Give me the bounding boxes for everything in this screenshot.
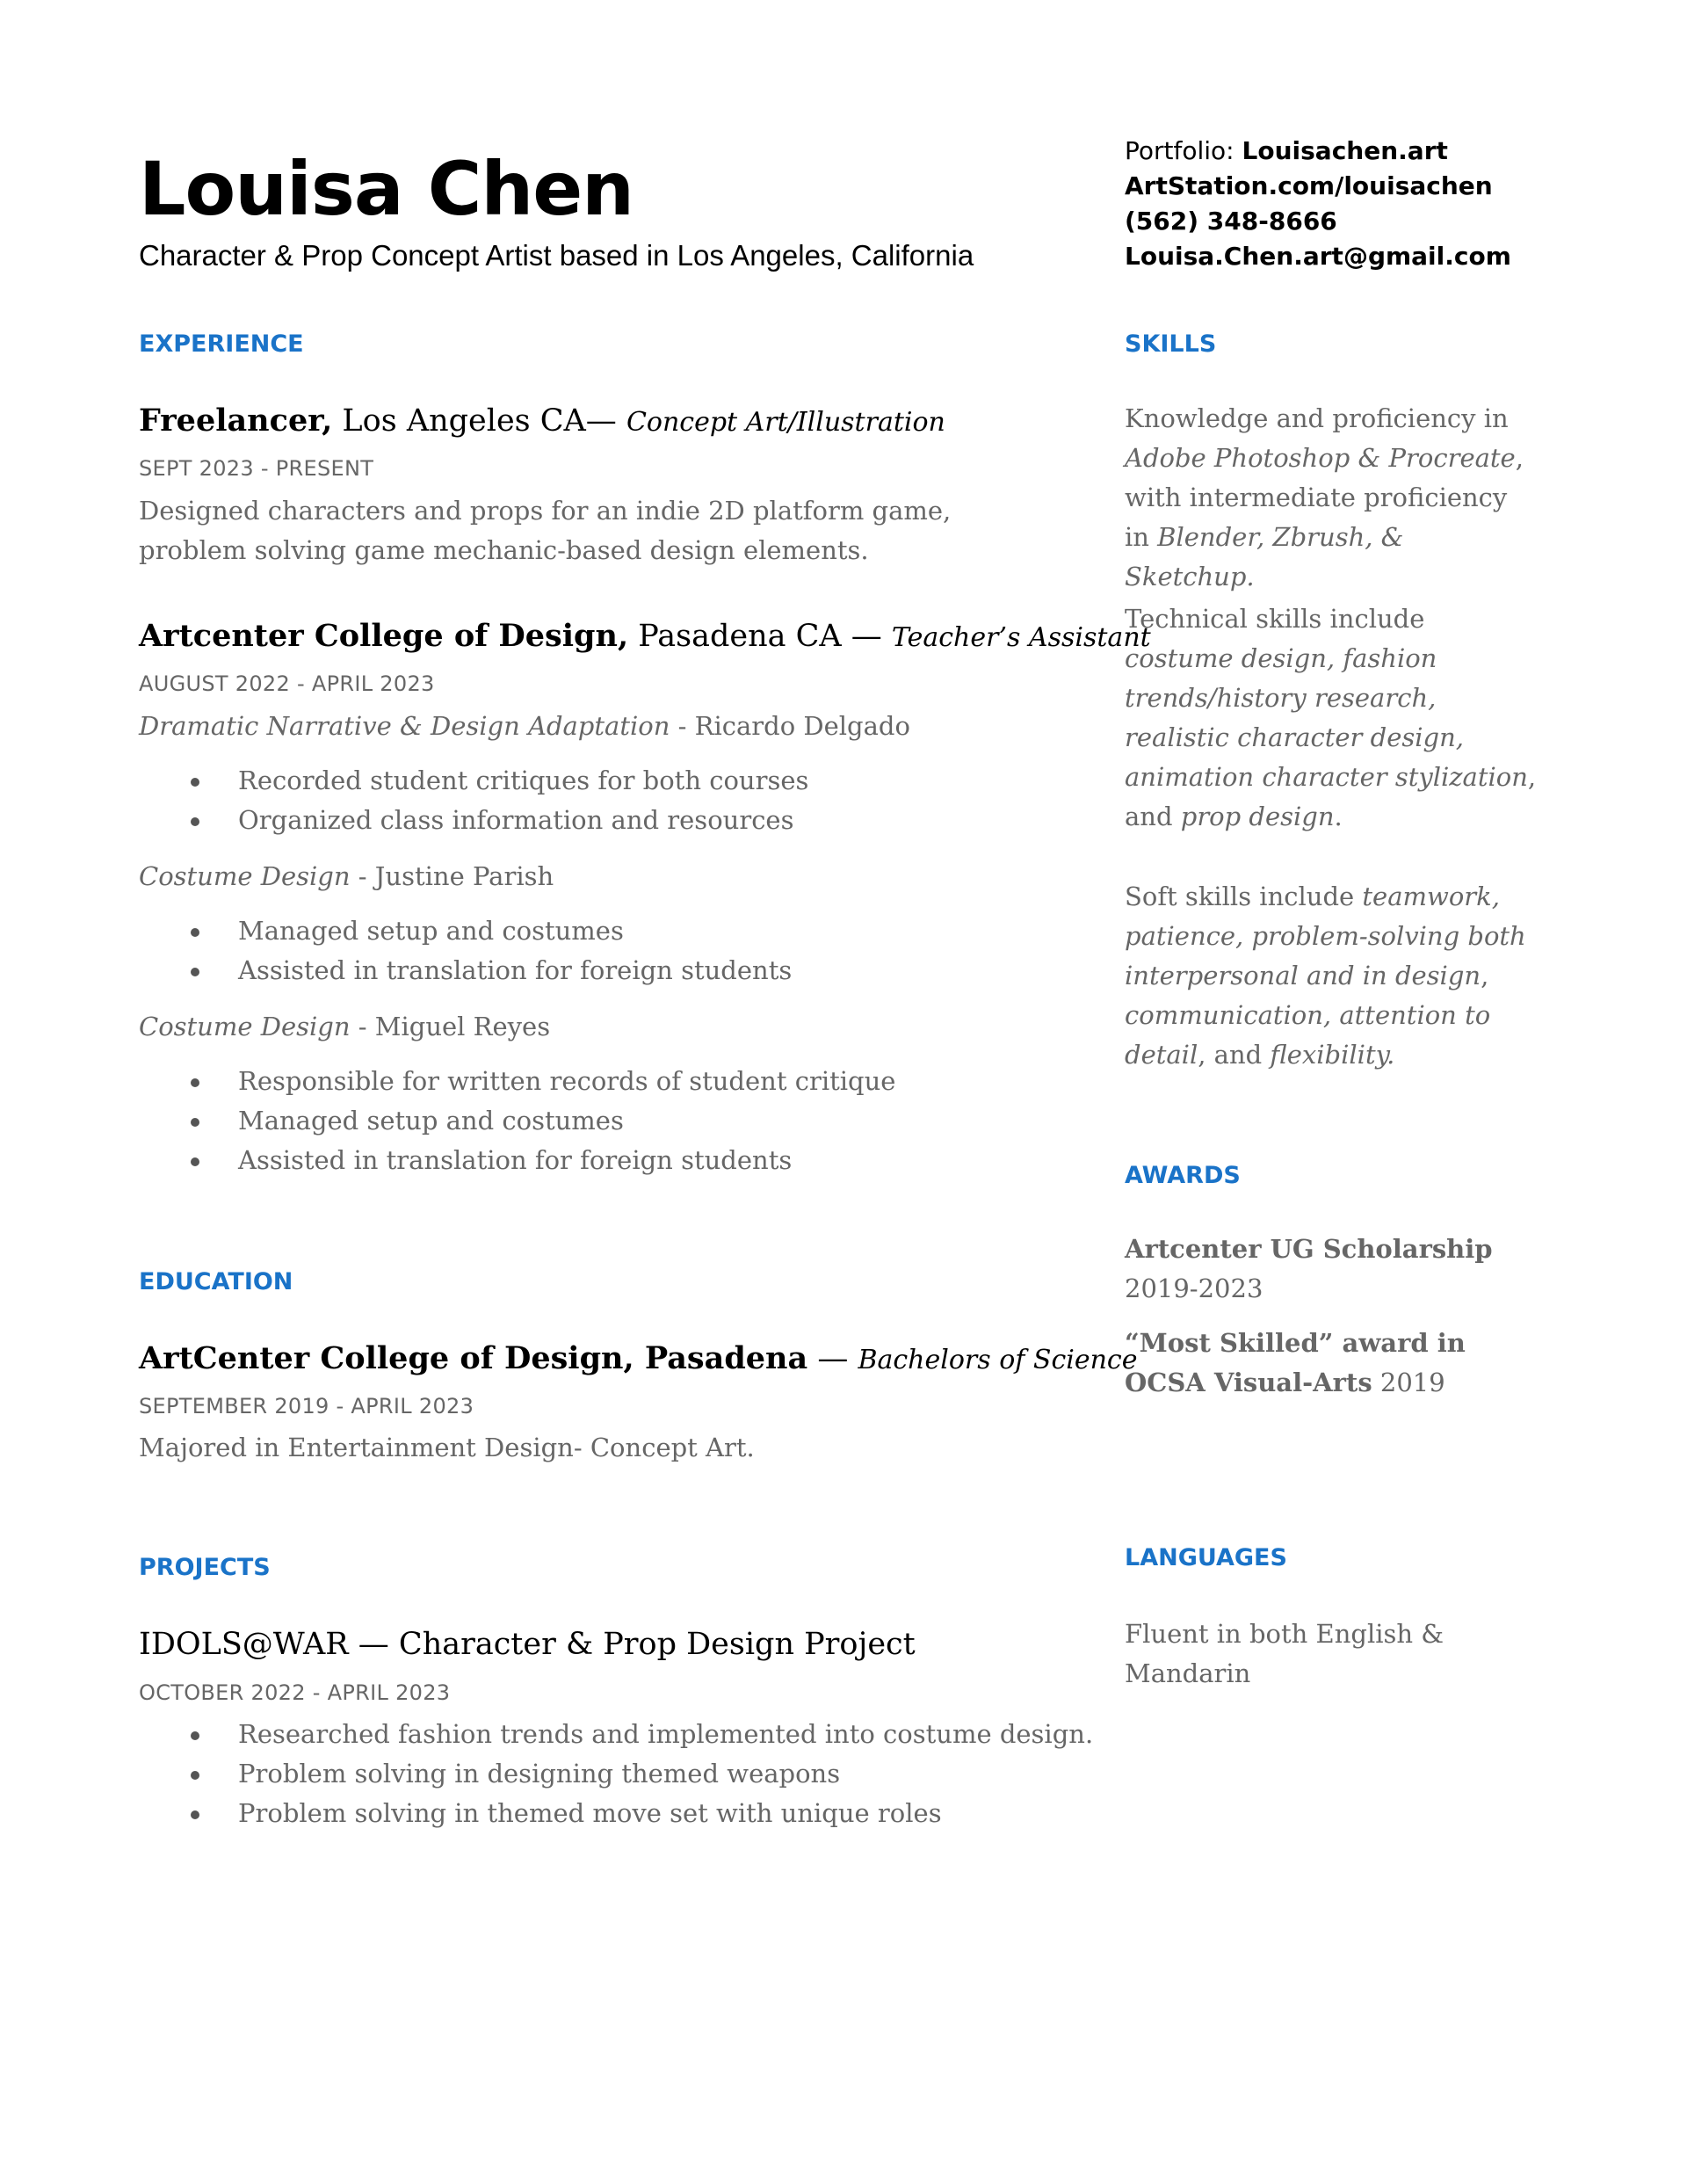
job-role: Teacher’s Assistant [891,622,1151,653]
list-item [139,1141,895,1180]
skills-heading: SKILLS [1125,330,1217,358]
job-org: Freelancer, [139,403,333,439]
award-years: 2019-2023 [1125,1273,1263,1303]
list-item [139,1754,1093,1794]
project-bullets [139,1715,1093,1833]
job-org: Artcenter College of Design, [139,618,629,654]
list-item-text: Assisted in translation for foreign students [238,1145,793,1175]
course-name: Dramatic Narrative & Design Adaptation [139,711,670,741]
skills-emphasis: prop design [1180,802,1335,831]
course-instructor: - Miguel Reyes [350,1012,551,1041]
job-title-artcenter [139,616,1151,658]
bullet-icon [191,1731,199,1740]
skills-text: , [1481,961,1489,990]
job-dates: AUGUST 2022 - APRIL 2023 [139,671,435,696]
languages-heading: LANGUAGES [1125,1544,1287,1571]
list-item [139,1715,1093,1754]
skills-emphasis: costume design, fashion trends/history research, realistic character design, animation character stylization [1125,643,1528,792]
list-item-text: Assisted in translation for foreign students [238,955,793,985]
project-subtitle: — Character & Prop Design Project [348,1627,916,1662]
portfolio-line [1125,134,1511,169]
project-title: IDOLS@WAR [139,1627,349,1662]
job-location: Pasadena CA — [628,619,892,654]
skills-text: , and [1125,762,1537,831]
bullet-icon [191,1078,199,1087]
list-item-text: Recorded student critiques for both courses [238,765,809,795]
degree-name: Bachelors of Science [858,1345,1138,1375]
course-instructor: - Ricardo Delgado [670,711,910,741]
skills-emphasis: Blender, Zbrush, & Sketchup. [1125,522,1404,591]
course-line [139,1007,550,1046]
course-bullets [139,911,792,990]
portfolio-link[interactable]: Louisachen.art [1242,136,1448,165]
list-item-text: Problem solving in themed move set with unique roles [238,1798,942,1828]
skills-emphasis: teamwork, patience, problem-solving both interpersonal and in design [1125,882,1526,990]
list-item [139,1062,895,1101]
artstation-link[interactable]: ArtStation.com/louisachen [1125,171,1493,200]
award-title: “Most Skilled” award in OCSA Visual-Arts [1125,1328,1466,1397]
skills-text: Soft skills include [1125,882,1363,911]
course-bullets [139,761,808,840]
list-item [139,801,808,840]
project-title-line [139,1624,916,1665]
education-heading: EDUCATION [139,1268,293,1295]
school-name: ArtCenter College of Design, Pasadena [139,1340,808,1376]
projects-heading: PROJECTS [139,1554,271,1581]
course-bullets [139,1062,895,1180]
list-item-text: Responsible for written records of student critique [238,1066,896,1096]
resume-name: Louisa Chen [139,146,634,232]
bullet-icon [191,928,199,937]
award-year: 2019 [1372,1368,1445,1397]
list-item-text: Organized class information and resources [238,805,794,835]
education-description: Majored in Entertainment Design- Concept Art. [139,1433,755,1462]
job-description: Designed characters and props for an indie 2D platform game, problem solving game mechanic-based design elements. [139,496,952,565]
bullet-icon [191,1157,199,1166]
bullet-icon [191,1810,199,1819]
list-item-text: Problem solving in designing themed weapons [238,1759,841,1789]
bullet-icon [191,1118,199,1127]
education-title [139,1339,1137,1381]
bullet-icon [191,968,199,976]
course-line [139,707,910,745]
course-name: Costume Design [139,861,351,891]
list-item [139,761,808,801]
award-title: Artcenter UG Scholarship [1125,1234,1493,1264]
course-instructor: - Justine Parish [350,861,554,891]
skills-emphasis: Adobe Photoshop & Procreate [1125,443,1516,473]
skills-software [1125,399,1538,597]
skills-text: . [1334,802,1343,831]
course-line [139,857,554,896]
education-dates: SEPTEMBER 2019 - APRIL 2023 [139,1394,474,1419]
course-name: Costume Design [139,1012,351,1041]
skills-text: , and [1198,1040,1271,1070]
list-item [139,1101,895,1141]
skills-text: Knowledge and proficiency in [1125,403,1509,433]
list-item-text: Managed setup and costumes [238,1106,624,1136]
skills-emphasis: flexibility. [1270,1040,1395,1070]
experience-heading: EXPERIENCE [139,330,304,358]
list-item [139,951,792,990]
education-separator: — [807,1341,858,1376]
job-location: Los Angeles CA— [332,403,626,439]
skills-text: Technical skills include [1125,604,1425,634]
resume-tagline: Character & Prop Concept Artist based in Los Angeles, California [139,239,974,272]
skills-soft [1125,877,1538,1075]
list-item-text: Managed setup and costumes [238,916,624,946]
bullet-icon [191,1771,199,1780]
list-item [139,911,792,951]
job-role: Concept Art/Illustration [626,407,945,438]
bullet-icon [191,778,199,787]
award-most-skilled [1125,1324,1476,1403]
phone-number: (562) 348-8666 [1125,207,1337,236]
list-item-text: Researched fashion trends and implemented into costume design. [238,1719,1094,1749]
skills-text: , with intermediate proficiency in [1125,443,1524,552]
project-dates: OCTOBER 2022 - APRIL 2023 [139,1680,451,1705]
skills-technical [1125,599,1538,837]
bullet-icon [191,817,199,826]
portfolio-label: Portfolio: [1125,136,1242,165]
job-dates: SEPT 2023 - PRESENT [139,456,374,481]
awards-heading: AWARDS [1125,1162,1241,1189]
list-item [139,1794,1093,1833]
contact-block [1125,134,1511,274]
job-title-freelancer [139,401,945,443]
email-link[interactable]: Louisa.Chen.art@gmail.com [1125,242,1511,271]
award-scholarship [1125,1230,1538,1309]
languages-text: Fluent in both English & Mandarin [1125,1619,1444,1688]
skills-emphasis: communication, attention to detail [1125,1000,1491,1070]
